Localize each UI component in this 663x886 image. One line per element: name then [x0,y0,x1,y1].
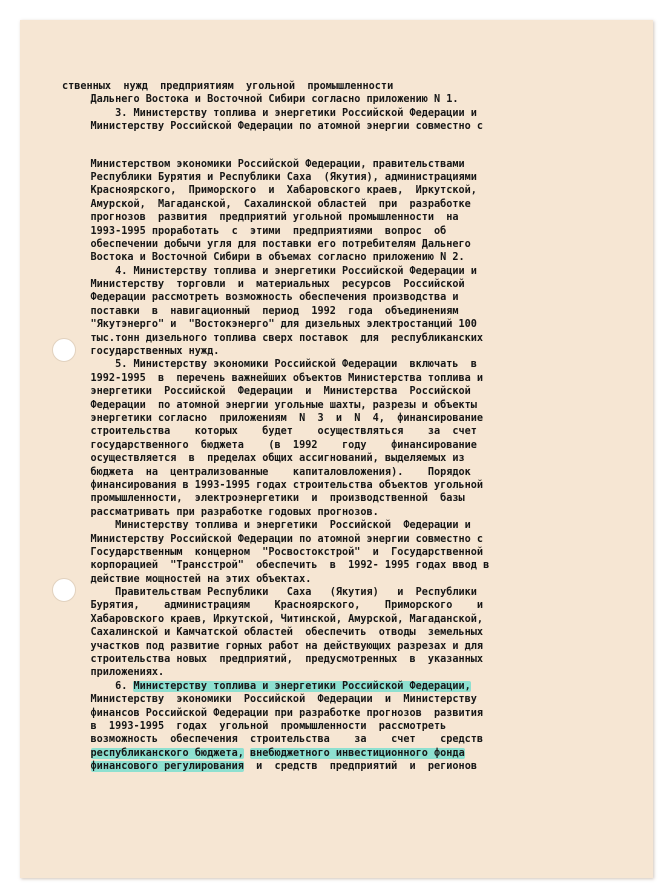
text-line: Министерству торговли и материальных ресурсов Российской [66,279,465,291]
text-line: обеспечении добычи угля для поставки его потребителям Дальнего [66,238,471,250]
text-line: Федерации по атомной энергии угольные шахты, разрезы и объекты [66,399,477,411]
text-line: Министерству топлива и энергетики Российской Федерации и [66,520,471,532]
text-line: осуществляется в пределах общих ассигнований, выделяемых из [66,453,465,465]
text-line: 1992-1995 в перечень важнейших объектов Министерства топлива и [66,372,484,384]
text-line: Хабаровского краев, Иркутской, Читинской, Амурской, Магаданской, [66,613,484,625]
text-line: тыс.тонн дизельного топлива сверх поставок для республиканских [66,332,484,344]
text-line: энергетики согласно приложениям N 3 и N 4, финансирование [66,412,484,424]
text-line: "Якутэнерго" и "Востокэнерго" для дизельных электростанций 100 [66,319,477,331]
text-line [66,760,588,773]
text-line: Министерству Российской Федерации по атомной энергии совместно с [66,121,484,133]
text-line: участков под развитие горных работ на действующих разрезах и для [66,640,484,652]
text-line: приложениях. [66,667,165,679]
text-line: Министерству Российской Федерации по атомной энергии совместно с [66,533,484,545]
highlighted-text: республиканского бюджета, [90,747,244,759]
text-line: Министерству экономики Российской Федерации и Министерству [66,694,477,706]
text-segment [66,761,91,772]
main-paragraphs [66,158,588,680]
text-line: энергетики Российской Федерации и Министерства Российской [66,386,471,398]
text-line: Республики Бурятия и Республики Саха (Якутия), администрациями [66,171,477,183]
highlighted-text: финансового регулирования [90,761,244,773]
highlighted-text: внебюджетного инвестиционного фонда [250,747,465,759]
text-line: действие мощностей на этих объектах. [66,573,312,585]
text-segment: и средств предприятий и регионов [243,761,477,773]
text-line: 5. Министерству экономики Российской Федерации включать в [66,359,477,371]
text-line: 4. Министерству топлива и энергетики Российской Федерации и [66,265,477,277]
text-line: Востока и Восточной Сибири в объемах согласно приложению N 2. [66,252,465,264]
text-line: строительства которых будет осуществляться за счет [66,426,477,438]
text-line: прогнозов развития предприятий угольной промышленности на [66,212,459,224]
text-line: Красноярского, Приморского и Хабаровского краев, Иркутской, [66,185,477,197]
text-line: ственных нужд предприятиям угольной промышленности [62,81,394,92]
text-line: Дальнего Востока и Восточной Сибири согласно приложению N 1. [66,94,459,106]
highlighted-text: Министерству топлива и энергетики Российской Федерации, [133,680,471,692]
text-line: Федерации рассмотреть возможность обеспечения производства и [66,292,459,304]
text-line: финансирования в 1993-1995 годах строительства объектов угольной [66,479,484,491]
text-line: финансов Российской Федерации при разработке прогнозов развития [66,707,484,719]
text-line: промышленности, электроэнергетики и производственной базы [66,493,465,505]
text-segment [66,748,91,759]
text-line: корпорацией "Трансстрой" обеспечить в 1992- 1995 годах ввод в [66,560,490,572]
text-line: рассматривать при разработке годовых прогнозов. [66,506,379,518]
text-line: 1993-1995 проработать с этими предприятиями вопрос об [66,225,447,237]
text-line: Бурятия, администрациям Красноярского, Приморского и [66,600,484,612]
text-line: в 1993-1995 годах угольной промышленности рассмотреть [66,720,447,732]
text-line: поставки в навигационный период 1992 года объединениям [66,305,459,317]
text-line: строительства новых предприятий, предусмотренных в указанных [66,654,484,666]
text-line: Амурской, Магаданской, Сахалинской областей при разработке [66,198,471,210]
text-line: Министерством экономики Российской Федерации, правительствами [66,158,465,170]
text-line: бюджета на централизованные капиталовложения). Порядок [66,466,471,478]
text-line: Правительствам Республики Саха (Якутия) и Республики [66,587,477,599]
text-line: Государственным концерном "Росвостокстрой" и Государственной [66,546,484,558]
text-line [66,747,588,760]
text-line: 3. Министерству топлива и энергетики Российской Федерации и [66,107,477,119]
text-line: государственных нужд. [66,346,220,358]
text-line: возможность обеспечения строительства за счет средств [66,734,484,746]
text-line [66,680,588,693]
text-line: Сахалинской и Камчатской областей обеспечить отводы земельных [66,627,484,639]
document-text [62,80,588,774]
text-line: государственного бюджета (в 1992 году финансирование [66,439,477,451]
text-segment: 6. [66,680,134,692]
